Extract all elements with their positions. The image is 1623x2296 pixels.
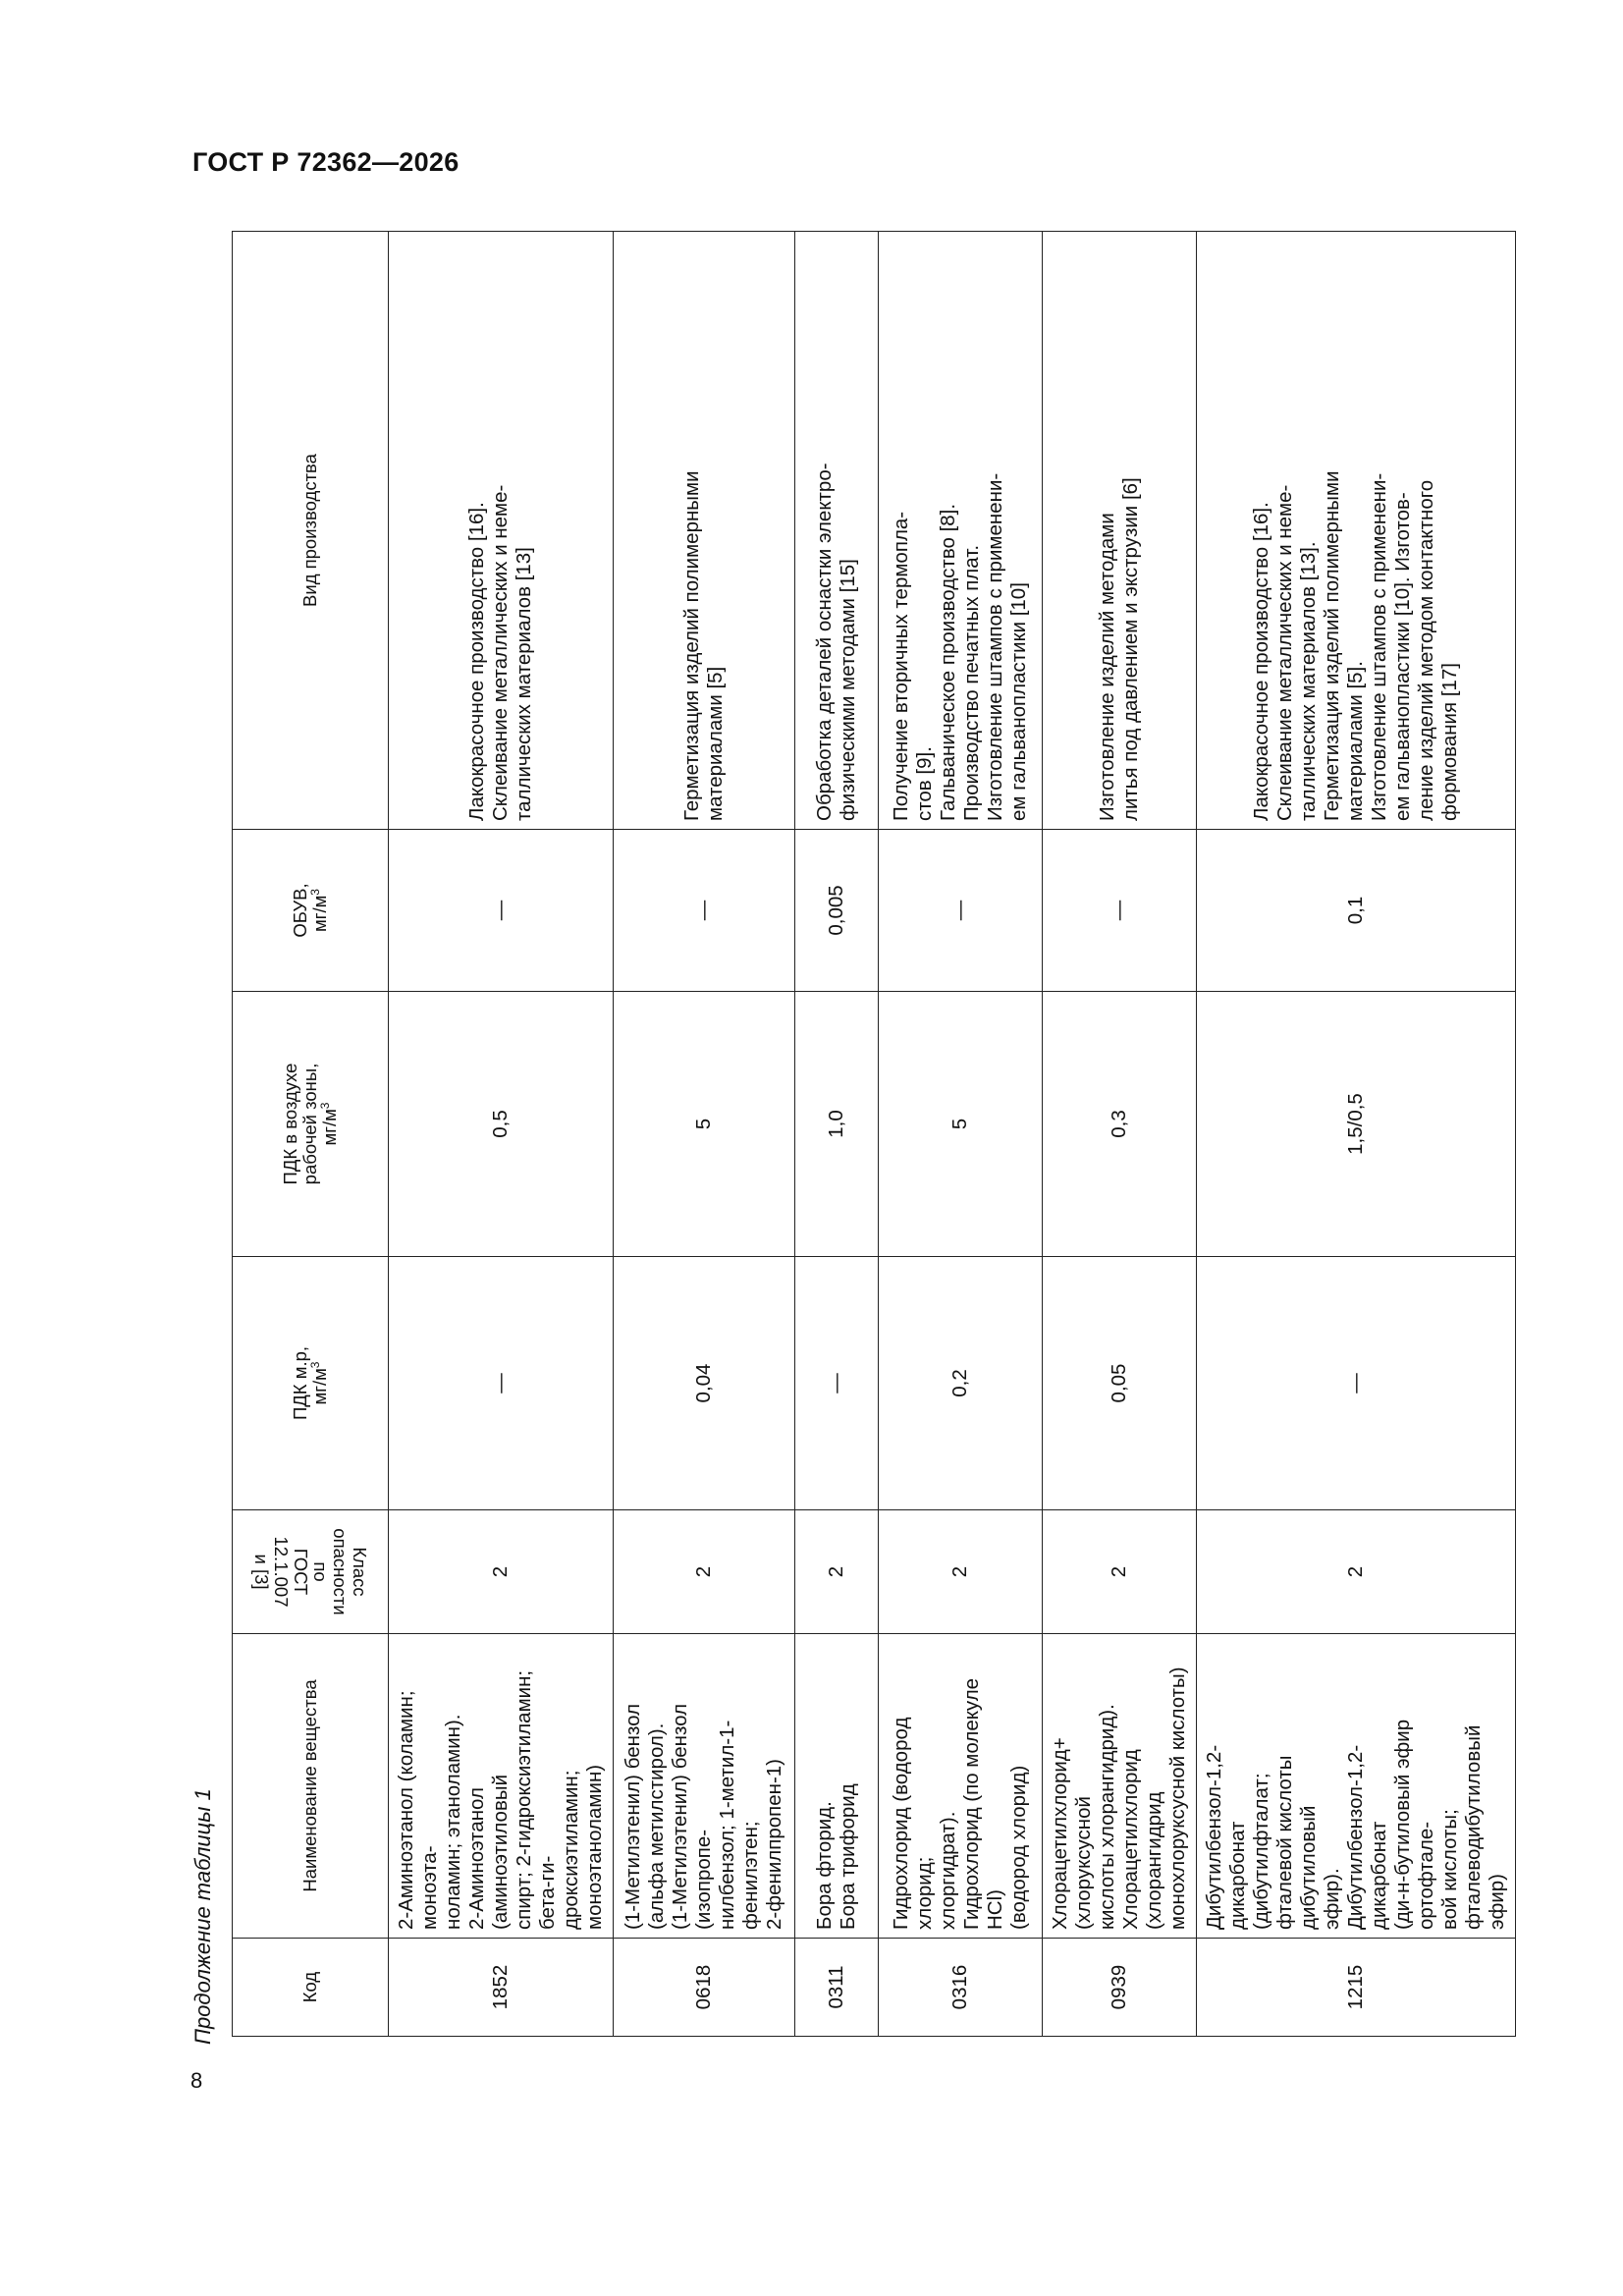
cell-hazard-class: 2 bbox=[795, 1510, 879, 1634]
cell-code: 1852 bbox=[389, 1939, 614, 2037]
cell-obuv: — bbox=[879, 830, 1043, 992]
cell-obuv: — bbox=[1043, 830, 1197, 992]
table-container bbox=[232, 232, 1508, 2037]
header-obuv: ОБУВ, $мг/м^3$ bbox=[233, 830, 389, 992]
document-header: ГОСТ Р 72362—2026 bbox=[192, 147, 460, 177]
cell-pdk-mr: 0,2 bbox=[879, 1257, 1043, 1510]
cell-pdk-air: 0,5 bbox=[389, 992, 614, 1257]
cell-obuv: — bbox=[389, 830, 614, 992]
cell-hazard-class: 2 bbox=[1043, 1510, 1197, 1634]
cell-obuv: 0,1 bbox=[1197, 830, 1516, 992]
cell-code: 0311 bbox=[795, 1939, 879, 2037]
cell-hazard-class: 2 bbox=[1197, 1510, 1516, 1634]
table-header-row bbox=[233, 232, 389, 2037]
substances-table bbox=[232, 231, 1516, 2037]
cell-name: (1-Метилэтенил) бензол (альфа метилстирол). (1-Метилэтенил) бензол (изопропе- нилбензол; 1-метил-1-фенилэтен; 2-фенилпропен-1) bbox=[614, 1634, 795, 1939]
cell-pdk-mr: 0,04 bbox=[614, 1257, 795, 1510]
table-row bbox=[1197, 232, 1516, 2037]
cell-name: Бора фторид. Бора трифорид bbox=[795, 1634, 879, 1939]
table-row bbox=[879, 232, 1043, 2037]
table-continuation-caption: Продолжение таблицы 1 bbox=[190, 1788, 215, 2045]
page-number: 8 bbox=[190, 2068, 203, 2093]
cell-pdk-mr: — bbox=[1197, 1257, 1516, 1510]
cell-production: Изготовление изделий методами литья под давлением и экструзии [6] bbox=[1043, 232, 1197, 830]
cell-name: Гидрохлорид (водород хлорид; хлоргидрат). Гидрохлорид (по молекуле HCl) (водород хлорид) bbox=[879, 1634, 1043, 1939]
cell-pdk-air: 5 bbox=[614, 992, 795, 1257]
table-row bbox=[389, 232, 614, 2037]
cell-pdk-air: 5 bbox=[879, 992, 1043, 1257]
cell-code: 1215 bbox=[1197, 1939, 1516, 2037]
cell-name: 2-Аминоэтанол (коламин; моноэта- ноламин; этаноламин). 2-Аминоэтанол (аминоэтиловый спирт; 2-гидроксиэтиламин; бета-ги- дроксиэтиламин; моноэтаноламин) bbox=[389, 1634, 614, 1939]
table-row bbox=[614, 232, 795, 2037]
cell-production: Лакокрасочное производство [16]. Склеивание металлических и неме- таллических материалов [13] bbox=[389, 232, 614, 830]
table-row bbox=[795, 232, 879, 2037]
header-pdk-air: ПДК в воздухе рабочей зоны, $мг/м^3$ bbox=[233, 992, 389, 1257]
table-row bbox=[1043, 232, 1197, 2037]
cell-pdk-air: 1,0 bbox=[795, 992, 879, 1257]
header-pdk-mr: ПДК м.р, $мг/м^3$ bbox=[233, 1257, 389, 1510]
cell-name: Хлорацетилхлорид+ (хлоруксусной кислоты хлорангидрид). Хлорацетилхлорид (хлорангидрид монохлоруксусной кислоты) bbox=[1043, 1634, 1197, 1939]
cell-pdk-mr: 0,05 bbox=[1043, 1257, 1197, 1510]
cell-pdk-air: 1,5/0,5 bbox=[1197, 992, 1516, 1257]
cell-name: Дибутилбензол-1,2-дикарбонат (дибутилфталат; фталевой кислоты дибутиловый эфир). Дибутилбензол-1,2-дикарбонат (ди-н-бутиловый эфир ортофтале- вой кислоты; фталеводибутиловый эфир) bbox=[1197, 1634, 1516, 1939]
header-hazard-class-text: Класс опасности по ГОСТ 12.1.007 и [3] bbox=[251, 1528, 370, 1615]
header-production: Вид производства bbox=[233, 232, 389, 830]
cell-production: Обработка деталей оснастки электро- физическими методами [15] bbox=[795, 232, 879, 830]
cell-obuv: 0,005 bbox=[795, 830, 879, 992]
cell-production: Лакокрасочное производство [16]. Склеивание металлических и неме- таллических материалов [13]. Герметизация изделий полимерными материалами [5]. Изготовление штампов с применени- ем гальванопластики [10]. Изготов- ление изделий методом контактного формования [17] bbox=[1197, 232, 1516, 830]
cell-production: Получение вторичных термопла- стов [9]. Гальваническое производство [8]. Производство печатных плат. Изготовление штампов с применени- ем гальванопластики [10] bbox=[879, 232, 1043, 830]
cell-code: 0618 bbox=[614, 1939, 795, 2037]
header-hazard-class bbox=[233, 1510, 389, 1634]
cell-pdk-mr: — bbox=[389, 1257, 614, 1510]
cell-hazard-class: 2 bbox=[389, 1510, 614, 1634]
cell-production: Герметизация изделий полимерными материалами [5] bbox=[614, 232, 795, 830]
header-code: Код bbox=[233, 1939, 389, 2037]
cell-code: 0316 bbox=[879, 1939, 1043, 2037]
cell-pdk-air: 0,3 bbox=[1043, 992, 1197, 1257]
header-name: Наименование вещества bbox=[233, 1634, 389, 1939]
cell-hazard-class: 2 bbox=[614, 1510, 795, 1634]
cell-pdk-mr: — bbox=[795, 1257, 879, 1510]
cell-hazard-class: 2 bbox=[879, 1510, 1043, 1634]
cell-obuv: — bbox=[614, 830, 795, 992]
cell-code: 0939 bbox=[1043, 1939, 1197, 2037]
